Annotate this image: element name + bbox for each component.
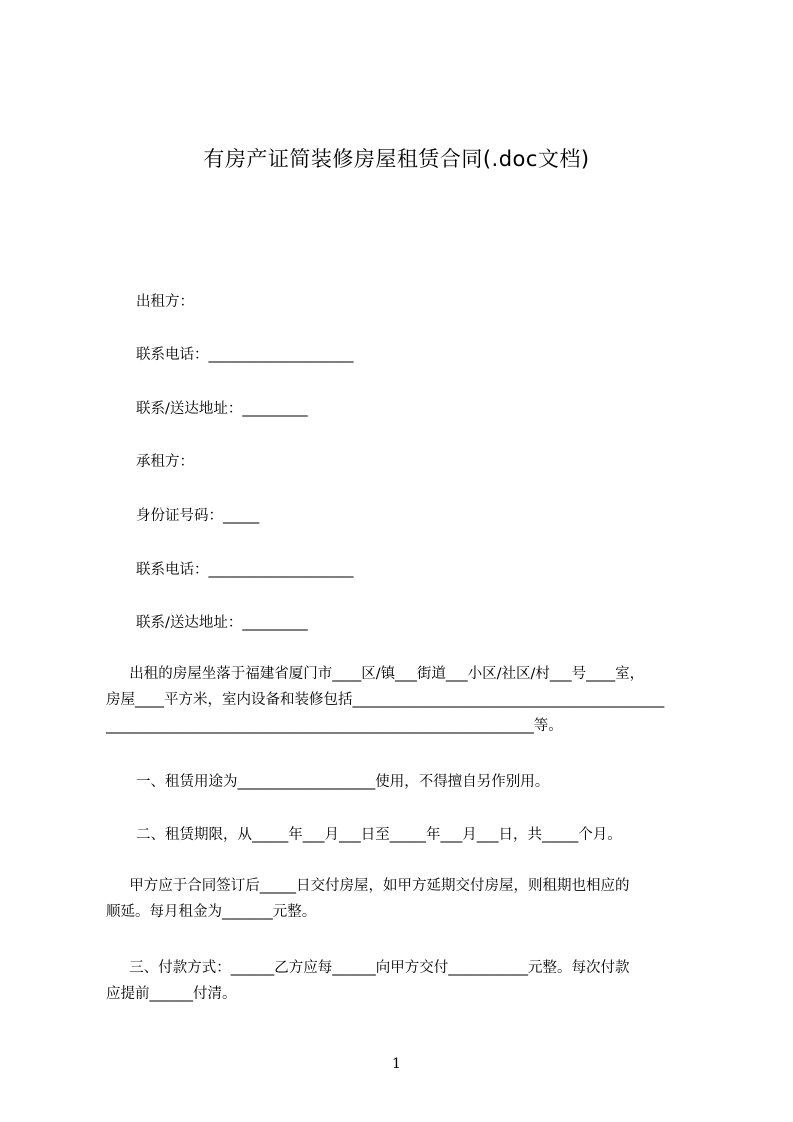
lessee-label: 承租方： [136,454,194,470]
lessee-id-field: 身份证号码：_____ [136,508,260,524]
payment-line-1: 三、付款方式：______乙方应每______向甲方交付___________元整。每次付款 [120,960,630,976]
page-number: 1 [392,1056,401,1072]
delivery-paragraph [106,873,706,925]
lessor-address-field: 联系/送达地址：_________ [136,401,308,417]
delivery-line-1: 甲方应于合同签订后_____日交付房屋，如甲方延期交付房屋，则租期也相应的 [120,878,630,894]
document-title: 有房产证简装修房屋租赁合同(.doc文档) [203,147,590,171]
lessee-address-field: 联系/送达地址：_________ [136,615,308,631]
property-line-1: 出租的房屋坐落于福建省厦门市____区/镇___街道___小区/社区/村___号____室， [120,666,645,682]
delivery-line-2: 顺延。每月租金为_______元整。 [106,904,317,920]
clause-term: 二、租赁期限，从_____年___月___日至_____年___月___日，共_____个月。 [136,827,622,843]
lessor-label: 出租方： [136,294,194,310]
lessor-phone-field: 联系电话：____________________ [136,347,354,363]
property-line-2: 房屋____平方米，室内设备和装修包括___________________________________________ [106,692,665,708]
lessee-phone-field: 联系电话：____________________ [136,562,354,578]
payment-paragraph [106,955,706,1007]
property-line-3: ___________________________________________________________等。 [106,718,563,734]
payment-line-2: 应提前______付清。 [106,986,237,1002]
clause-usage: 一、租赁用途为___________________使用，不得擅自另作别用。 [136,774,550,790]
property-paragraph [106,661,706,739]
